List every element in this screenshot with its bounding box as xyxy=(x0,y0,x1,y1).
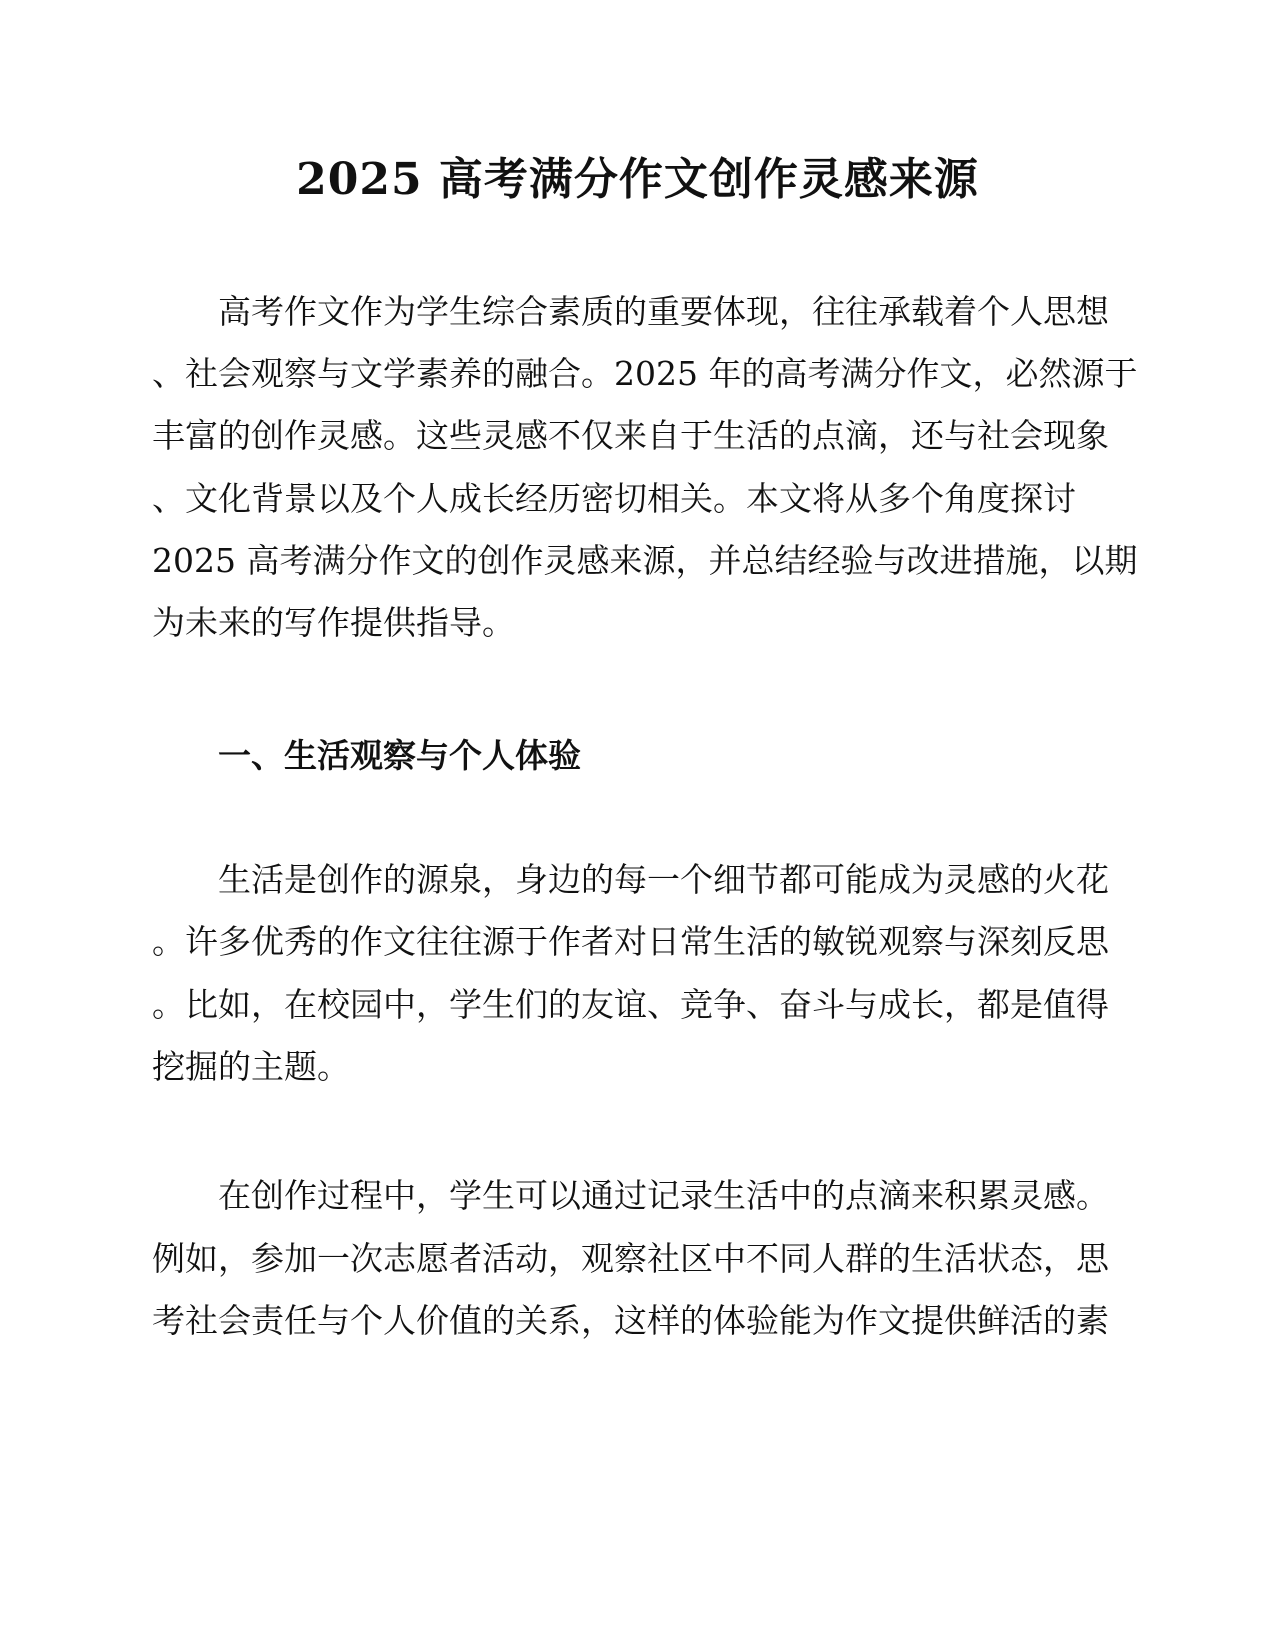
section1-para1-line: 。比如，在校园中，学生们的友谊、竞争、奋斗与成长，都是值得 xyxy=(152,985,1109,1024)
intro-line: 高考作文作为学生综合素质的重要体现，往往承载着个人思想 xyxy=(218,292,1109,331)
section1-para1-line: 生活是创作的源泉，身边的每一个细节都可能成为灵感的火花 xyxy=(218,860,1109,899)
intro-line: 、社会观察与文学素养的融合。2025 年的高考满分作文，必然源于 xyxy=(152,354,1138,393)
intro-line: 丰富的创作灵感。这些灵感不仅来自于生活的点滴，还与社会现象 xyxy=(152,416,1109,455)
section1-para2-line: 例如，参加一次志愿者活动，观察社区中不同人群的生活状态，思 xyxy=(152,1239,1109,1278)
document-title: 2025 高考满分作文创作灵感来源 xyxy=(296,154,979,205)
intro-line: 、文化背景以及个人成长经历密切相关。本文将从多个角度探讨 xyxy=(152,479,1076,518)
section1-para2-line: 在创作过程中，学生可以通过记录生活中的点滴来积累灵感。 xyxy=(218,1176,1109,1215)
section1-para1-line: 挖掘的主题。 xyxy=(152,1047,350,1086)
intro-line: 为未来的写作提供指导。 xyxy=(152,603,515,642)
section1-para2-line: 考社会责任与个人价值的关系，这样的体验能为作文提供鲜活的素 xyxy=(152,1301,1109,1340)
intro-line: 2025 高考满分作文的创作灵感来源，并总结经验与改进措施，以期 xyxy=(152,541,1138,580)
section-heading: 一、生活观察与个人体验 xyxy=(218,736,581,775)
section1-para1-line: 。许多优秀的作文往往源于作者对日常生活的敏锐观察与深刻反思 xyxy=(152,922,1109,961)
